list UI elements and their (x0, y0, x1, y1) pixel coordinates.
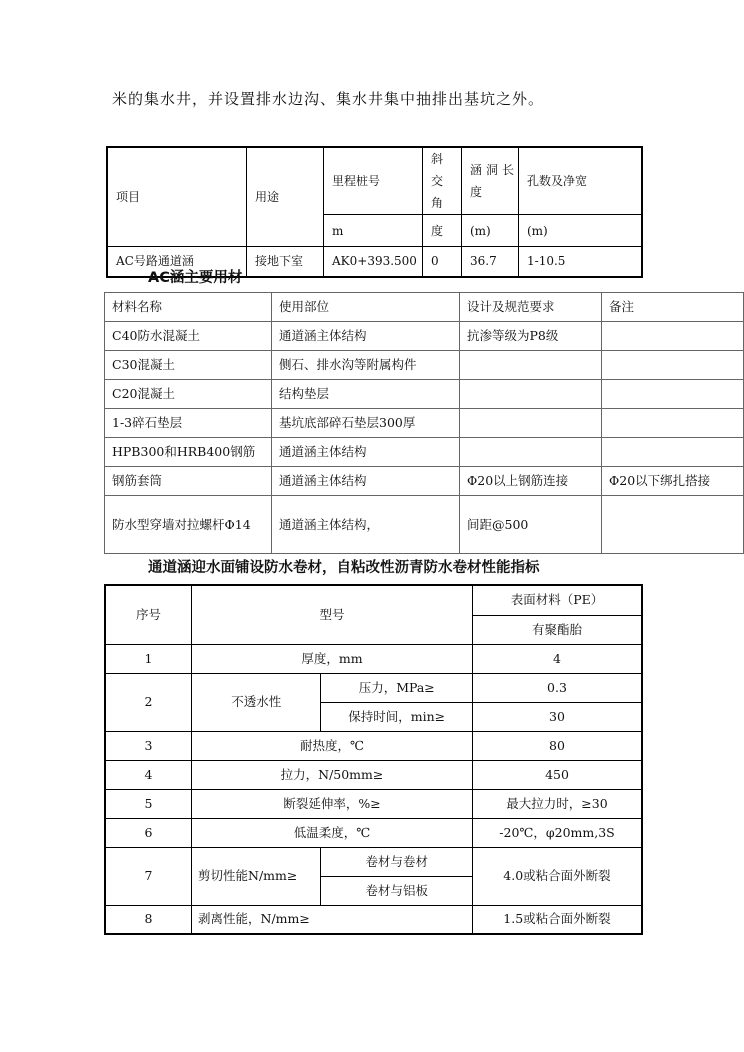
culvert-table (106, 146, 643, 278)
mat-cell: 1-3碎石垫层 (105, 409, 272, 438)
row-name: 剪切性能N/mm≥ (192, 847, 321, 905)
row-no: 3 (105, 731, 192, 760)
mat-cell (602, 438, 744, 467)
materials-heading: AC涵主要用材 (148, 270, 243, 286)
row-name: 厚度，mm (192, 644, 473, 673)
row-name: 低温柔度，℃ (192, 818, 473, 847)
row-value: 80 (473, 731, 643, 760)
unit-skew: 度 (423, 215, 462, 247)
header-span: 孔数及净宽 (519, 147, 643, 215)
row-value: 30 (473, 702, 643, 731)
unit-span: (m) (519, 215, 643, 247)
row-span: 1-10.5 (519, 247, 643, 277)
header-item: 项目 (107, 147, 247, 247)
row-value: 0.3 (473, 673, 643, 702)
mat-cell: C30混凝土 (105, 351, 272, 380)
mat-cell: 通道涵主体结构， (272, 496, 460, 554)
mat-cell (460, 409, 602, 438)
mat-cell (602, 380, 744, 409)
mat-header: 使用部位 (272, 293, 460, 322)
mat-cell: 通道涵主体结构 (272, 467, 460, 496)
header-skew: 斜交角 (423, 147, 462, 215)
mat-cell: 基坑底部碎石垫层300厚 (272, 409, 460, 438)
membrane-table (104, 584, 643, 935)
row-value: 450 (473, 760, 643, 789)
row-subname: 压力，MPa≥ (321, 673, 473, 702)
mat-cell (602, 322, 744, 351)
row-no: 6 (105, 818, 192, 847)
mat-cell: 通道涵主体结构 (272, 322, 460, 351)
header-surface: 表面材料（PE） (473, 585, 643, 615)
row-name: 耐热度，℃ (192, 731, 473, 760)
row-value: 最大拉力时，≥30 (473, 789, 643, 818)
mat-cell: HPB300和HRB400钢筋 (105, 438, 272, 467)
header-tire: 有聚酯胎 (473, 615, 643, 644)
row-skew: 0 (423, 247, 462, 277)
row-subname: 卷材与卷材 (321, 847, 473, 876)
row-item: AC号路通道涵 (107, 247, 247, 277)
header-use: 用途 (247, 147, 324, 247)
mat-cell: 结构垫层 (272, 380, 460, 409)
mat-cell (460, 380, 602, 409)
mat-cell: 侧石、排水沟等附属构件 (272, 351, 460, 380)
row-length: 36.7 (462, 247, 519, 277)
mat-cell (602, 409, 744, 438)
mat-cell: C20混凝土 (105, 380, 272, 409)
mat-cell: 防水型穿墙对拉螺杆Φ14 (105, 496, 272, 554)
mat-header: 备注 (602, 293, 744, 322)
row-value: 4.0或粘合面外断裂 (473, 847, 643, 905)
mat-cell (602, 496, 744, 554)
mat-cell: 抗渗等级为P8级 (460, 322, 602, 351)
row-value: 1.5或粘合面外断裂 (473, 905, 643, 934)
row-name: 断裂延伸率，%≥ (192, 789, 473, 818)
row-no: 8 (105, 905, 192, 934)
mat-cell: 间距@500 (460, 496, 602, 554)
mat-cell: C40防水混凝土 (105, 322, 272, 351)
mat-header: 设计及规范要求 (460, 293, 602, 322)
row-subname: 卷材与铝板 (321, 876, 473, 905)
header-station: 里程桩号 (324, 147, 423, 215)
row-subname: 保持时间，min≥ (321, 702, 473, 731)
row-name: 拉力，N/50mm≥ (192, 760, 473, 789)
mat-cell: Φ20以上钢筋连接 (460, 467, 602, 496)
mat-cell: 通道涵主体结构 (272, 438, 460, 467)
row-no: 1 (105, 644, 192, 673)
row-station: AK0+393.500 (324, 247, 423, 277)
row-no: 7 (105, 847, 192, 905)
row-value: -20℃，φ20mm,3S (473, 818, 643, 847)
unit-length: (m) (462, 215, 519, 247)
row-no: 4 (105, 760, 192, 789)
mat-cell: 钢筋套筒 (105, 467, 272, 496)
row-name: 剥离性能，N/mm≥ (192, 905, 473, 934)
unit-station: m (324, 215, 423, 247)
header-length: 涵洞长度 (462, 147, 519, 215)
row-no: 5 (105, 789, 192, 818)
row-value: 4 (473, 644, 643, 673)
materials-table (104, 292, 744, 554)
header-model: 型号 (192, 585, 473, 644)
mat-cell (460, 438, 602, 467)
membrane-heading: 通道涵迎水面铺设防水卷材，自粘改性沥青防水卷材性能指标 (148, 560, 540, 576)
intro-paragraph: 米的集水井，并设置排水边沟、集水井集中抽排出基坑之外。 (112, 90, 545, 108)
mat-cell (602, 351, 744, 380)
row-name: 不透水性 (192, 673, 321, 731)
mat-cell (460, 351, 602, 380)
row-use: 接地下室 (247, 247, 324, 277)
mat-cell: Φ20以下绑扎搭接 (602, 467, 744, 496)
row-no: 2 (105, 673, 192, 731)
header-no: 序号 (105, 585, 192, 644)
mat-header: 材料名称 (105, 293, 272, 322)
